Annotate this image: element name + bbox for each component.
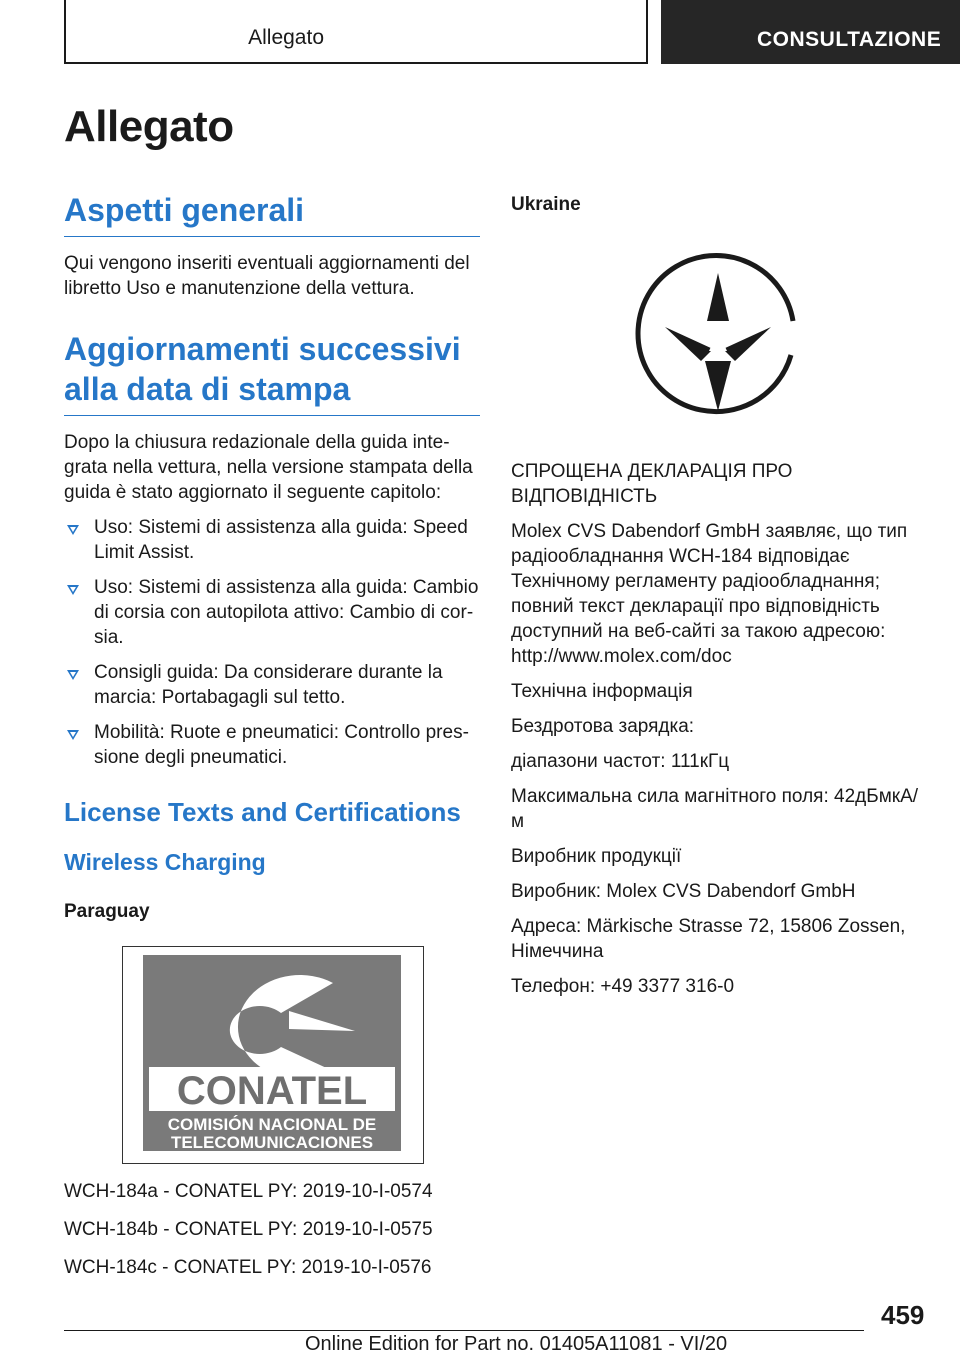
ukraine-line: діапазони частот: 111кГц xyxy=(511,751,730,772)
page-number: 459 xyxy=(881,1300,925,1330)
ukraine-line: Molex CVS Dabendorf GmbH заявляє, що тип радіообладнання WCH-184 відповідає Технічному регламенту радіообладнання; повний текст декларації про відповідність доступний на веб-сайті за такою адресою: http://www.molex.com/doc xyxy=(511,521,908,667)
update-list xyxy=(64,515,480,770)
heading-paraguay: Paraguay xyxy=(64,901,150,922)
right-column xyxy=(511,193,921,999)
ukraine-line: Адреса: Märkische Strasse 72, 15806 Zossen, Німеччина xyxy=(511,916,906,962)
left-column xyxy=(64,190,480,1280)
header-frame xyxy=(64,0,648,64)
list-item-text: Uso: Sistemi di assistenza alla guida: Speed Limit Assist. xyxy=(94,517,468,563)
ukraine-line: СПРОЩЕНА ДЕКЛАРАЦІЯ ПРО ВІДПОВІДНІСТЬ xyxy=(511,461,793,507)
heading-aggiornamenti: Aggiornamenti successivi alla data di stampa xyxy=(64,329,480,416)
ukraine-line: Виробник: Molex CVS Dabendorf GmbH xyxy=(511,881,856,902)
conatel-logo-graphic xyxy=(123,947,422,1162)
list-item xyxy=(64,660,480,710)
ukraine-line: Телефон: +49 3377 316-0 xyxy=(511,976,735,997)
triangle-bullet-icon xyxy=(67,730,79,740)
conatel-subtitle-line2: TELECOMUNICACIONES xyxy=(170,1133,374,1152)
list-item-text: Uso: Sistemi di assistenza alla guida: Cambio di corsia con autopilota attivo: Cambio di corsia. xyxy=(94,577,479,648)
list-item-text: Consigli guida: Da considerare durante la marcia: Portabagagli sul tetto. xyxy=(94,662,443,708)
heading-aspetti-generali: Aspetti generali xyxy=(64,190,480,237)
conatel-cert-line: WCH-184c - CONATEL PY: 2019-10-I-0576 xyxy=(64,1257,432,1278)
ukraine-conformity-mark xyxy=(635,251,801,427)
header-section-label: Allegato xyxy=(248,26,324,49)
triangle-bullet-icon xyxy=(67,525,79,535)
conatel-cert-line: WCH-184b - CONATEL PY: 2019-10-I-0575 xyxy=(64,1219,433,1240)
ukraine-line: Максимальна сила магнітного поля: 42дБмкА/м xyxy=(511,786,919,832)
ukraine-line: Виробник продукції xyxy=(511,846,682,867)
page-title: Allegato xyxy=(64,102,234,151)
triangle-bullet-icon xyxy=(67,585,79,595)
list-item xyxy=(64,575,480,650)
triangle-bullet-icon xyxy=(67,670,79,680)
list-item-text: Mobilità: Ruote e pneumatici: Controllo pressione degli pneumatici. xyxy=(94,722,469,768)
ukraine-line: Технічна інформація xyxy=(511,681,693,702)
conatel-logo xyxy=(122,946,424,1164)
footer-edition-text: Online Edition for Part no. 01405A11081 - VI/20 xyxy=(305,1333,728,1355)
heading-license-texts: License Texts and Certifications xyxy=(64,797,461,827)
heading-wireless-charging: Wireless Charging xyxy=(64,849,266,875)
header-chapter-tab[interactable]: CONSULTAZIONE xyxy=(661,0,960,64)
paragraph-aggiornamenti: Dopo la chiusura redazionale della guida integrata nella vettura, nella versione stampata della guida è stato aggiornato il seguente capitolo: xyxy=(64,432,473,503)
ukraine-conformity-icon xyxy=(635,251,801,427)
ukraine-line: Бездротова зарядка: xyxy=(511,716,695,737)
conatel-cert-line: WCH-184a - CONATEL PY: 2019-10-I-0574 xyxy=(64,1181,433,1202)
conatel-subtitle-line1: COMISIÓN NACIONAL DE xyxy=(167,1115,377,1134)
list-item xyxy=(64,720,480,770)
footer-divider xyxy=(64,1330,864,1331)
paragraph-aspetti: Qui vengono inseriti eventuali aggiornamenti del libretto Uso e manutenzione della vettura. xyxy=(64,253,470,299)
list-item xyxy=(64,515,480,565)
heading-ukraine: Ukraine xyxy=(511,194,581,215)
conatel-wordmark: CONATEL xyxy=(176,1069,368,1113)
